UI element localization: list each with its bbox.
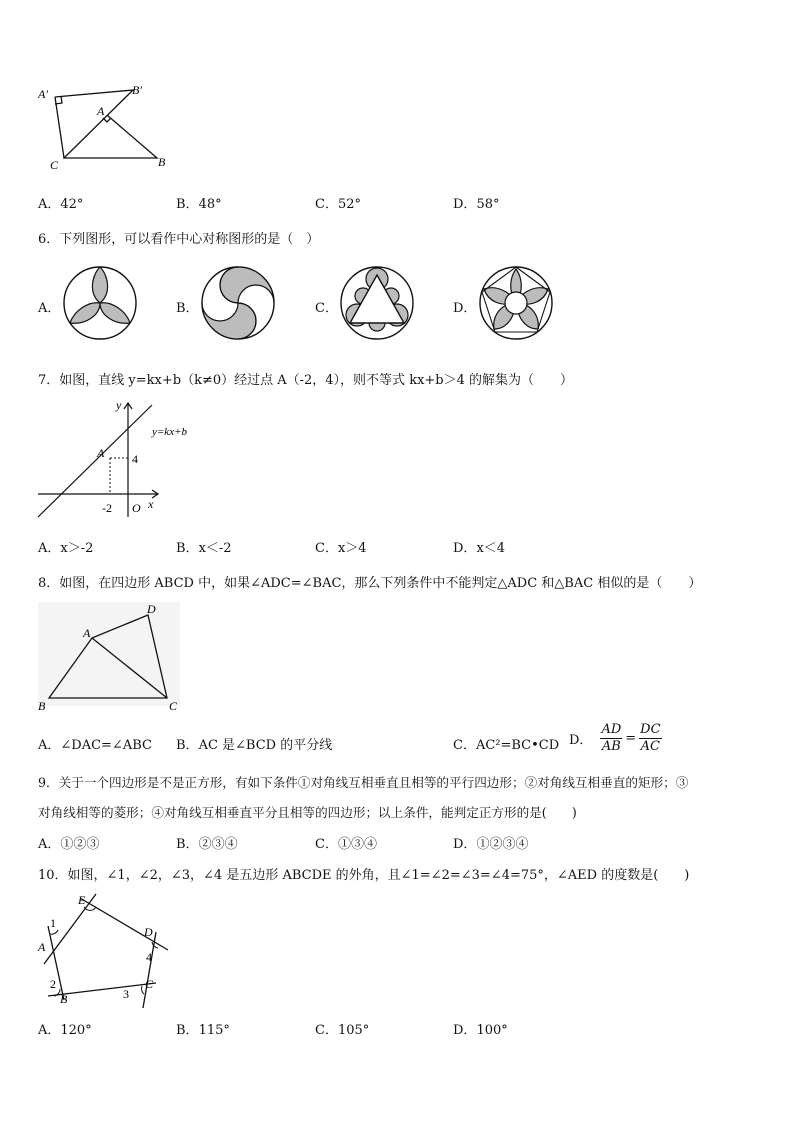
option-letter: A．	[38, 738, 61, 753]
q6-figure-b	[198, 263, 278, 343]
q9-option-b[interactable]	[176, 833, 238, 852]
option-text: AC²=BC•CD	[475, 738, 560, 753]
q10-label-3: 3	[123, 987, 129, 1001]
q7-option-c[interactable]	[315, 537, 367, 556]
q8-label-b: B	[38, 699, 46, 713]
q8-stem: 8．如图，在四边形 ABCD 中，如果∠ADC=∠BAC，那么下列条件中不能判定△ADC 和△BAC 相似的是（ ）	[38, 576, 702, 591]
option-text: ①②③	[60, 837, 100, 852]
q6-figure-c	[337, 263, 417, 343]
q7-label-line: y=kx+b	[152, 426, 187, 438]
q10-option-a[interactable]	[38, 1019, 92, 1038]
q8-option-a[interactable]	[38, 734, 152, 753]
option-text: 115°	[198, 1023, 230, 1038]
q10-stem: 10．如图，∠1，∠2，∠3，∠4 是五边形 ABCDE 的外角，且∠1=∠2=∠3=∠4=75°，∠AED 的度数是( )	[38, 868, 690, 883]
q9-option-c[interactable]	[315, 833, 377, 852]
q10-line-dc	[143, 932, 156, 1008]
q8-option-c[interactable]	[453, 734, 559, 753]
option-text: 42°	[60, 197, 84, 212]
q10-label-b: B	[60, 992, 68, 1006]
q6-option-b[interactable]: B．	[176, 301, 199, 316]
q10-label-d: D	[144, 925, 153, 939]
q9-option-a[interactable]	[38, 833, 99, 852]
option-text: ∠DAC=∠ABC	[60, 738, 152, 753]
q6-figure-d	[476, 263, 556, 343]
option-text: 58°	[476, 197, 500, 212]
q5-triangle-prime	[55, 90, 133, 158]
q7-label-neg2: -2	[102, 501, 112, 515]
fraction-denominator: AB	[601, 739, 621, 754]
option-text: x＞4	[337, 541, 367, 556]
option-text: 52°	[337, 197, 361, 212]
q6-option-d[interactable]: D．	[453, 301, 477, 316]
q10-label-e: E	[78, 893, 86, 907]
option-letter: C．	[453, 738, 476, 753]
option-letter: D．	[453, 541, 477, 556]
q8-figure-background	[38, 602, 180, 706]
q5-option-a[interactable]	[38, 193, 83, 212]
option-text: ①②③④	[476, 837, 529, 852]
option-letter: A．	[38, 1023, 61, 1038]
option-letter: C．	[315, 837, 338, 852]
q9-option-d[interactable]	[453, 833, 528, 852]
option-letter: B．	[176, 541, 199, 556]
q9-stem-line2: 对角线相等的菱形；④对角线互相垂直平分且相等的四边形；以上条件，能判定正方形的是( )	[38, 805, 577, 820]
option-letter: C．	[315, 197, 338, 212]
fraction-numerator: AD	[601, 722, 622, 737]
q6-figure-a	[60, 263, 140, 343]
q7-label-y: y	[116, 398, 122, 412]
option-text: 105°	[337, 1023, 370, 1038]
option-letter: A．	[38, 541, 61, 556]
option-letter: D．	[453, 1023, 477, 1038]
q10-angle-mark-3	[141, 986, 144, 994]
q10-angle-mark-1	[50, 930, 58, 934]
q7-option-b[interactable]	[176, 537, 232, 556]
q8-label-d: D	[147, 602, 156, 616]
q6-stem: 6．下列图形，可以看作中心对称图形的是（ ）	[38, 232, 320, 247]
q5-option-d[interactable]	[453, 193, 499, 212]
option-text: x＜4	[476, 541, 506, 556]
q10-label-1: 1	[50, 916, 56, 930]
option-letter: D．	[569, 733, 593, 748]
q5-label-a: A	[97, 104, 105, 118]
q10-option-b[interactable]	[176, 1019, 230, 1038]
option-letter: B．	[176, 837, 199, 852]
q7-option-d[interactable]	[453, 537, 505, 556]
q5-triangle	[64, 115, 157, 158]
q5-option-c[interactable]	[315, 193, 361, 212]
q9-stem-line1: 9．关于一个四边形是不是正方形，有如下条件①对角线互相垂直且相等的平行四边形；②对角线互相垂直的矩形；③	[38, 775, 689, 790]
q7-label-x: x	[148, 497, 154, 511]
q8-figure	[34, 598, 184, 713]
option-text: ②③④	[198, 837, 238, 852]
q5-label-b: B	[158, 155, 166, 169]
q8-option-b[interactable]	[176, 734, 332, 753]
option-letter: A．	[38, 837, 61, 852]
q7-label-a: A	[97, 446, 105, 460]
q10-label-4: 4	[146, 950, 152, 964]
q5-label-a-prime: A′	[38, 87, 48, 101]
q5-right-angle-mark-a	[103, 118, 111, 122]
q5-option-b[interactable]	[176, 193, 222, 212]
q8-label-c: C	[169, 699, 178, 713]
option-text: 100°	[476, 1023, 508, 1038]
q10-label-2: 2	[50, 977, 56, 991]
option-text: ①③④	[337, 837, 377, 852]
fraction-numerator: DC	[640, 722, 661, 737]
option-text: x＜-2	[198, 541, 232, 556]
option-text: AC 是∠BCD 的平分线	[198, 738, 333, 753]
option-text: 48°	[198, 197, 222, 212]
q5-figure	[30, 80, 180, 175]
q10-option-c[interactable]	[315, 1019, 369, 1038]
option-text: 120°	[60, 1023, 92, 1038]
q10-option-d[interactable]	[453, 1019, 508, 1038]
q6-option-c[interactable]: C．	[315, 301, 338, 316]
option-letter: B．	[176, 197, 199, 212]
q7-graph	[30, 395, 210, 525]
q7-label-o: O	[132, 501, 141, 515]
q8-option-d[interactable]	[569, 722, 662, 755]
fraction-ad-ab	[600, 722, 622, 755]
q6-option-a[interactable]: A．	[38, 301, 61, 316]
option-letter: C．	[315, 1023, 338, 1038]
equals-sign: =	[625, 731, 637, 746]
fraction-denominator: AC	[640, 739, 661, 754]
q7-stem: 7．如图，直线 y=kx+b（k≠0）经过点 A（-2，4），则不等式 kx+b＞4 的解集为（ ）	[38, 373, 574, 388]
q10-label-a: A	[38, 940, 46, 954]
option-letter: C．	[315, 541, 338, 556]
option-text: x＞-2	[60, 541, 94, 556]
fraction-dc-ac	[639, 722, 661, 755]
option-letter: B．	[176, 738, 199, 753]
option-letter: A．	[38, 197, 61, 212]
q8-label-a: A	[83, 626, 91, 640]
q10-label-c: C	[145, 977, 154, 991]
option-letter: D．	[453, 837, 477, 852]
option-letter: D．	[453, 197, 477, 212]
q7-option-a[interactable]	[38, 537, 93, 556]
q10-figure	[30, 890, 180, 1015]
q5-label-c: C	[50, 158, 59, 172]
q5-label-b-prime: B′	[132, 83, 142, 97]
option-letter: B．	[176, 1023, 199, 1038]
q7-label-4: 4	[132, 452, 138, 466]
